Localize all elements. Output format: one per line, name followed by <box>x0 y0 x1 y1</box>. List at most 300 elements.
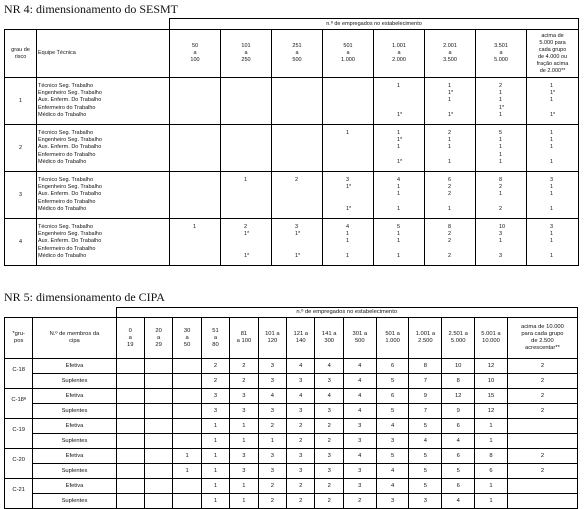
sesmt-count <box>222 206 270 213</box>
sesmt-count <box>375 199 423 206</box>
sesmt-role-label: Aux. Enferm. Do Trabalho <box>38 97 102 104</box>
cipa-row <box>5 374 578 389</box>
sesmt-count: 5 <box>397 223 401 230</box>
cipa-count: 1 <box>201 434 229 449</box>
cipa-group-label <box>5 434 33 449</box>
sesmt-count <box>171 231 219 238</box>
sesmt-count: 1 <box>397 129 401 136</box>
cipa-count: 4 <box>258 389 286 404</box>
cipa-count: 5 <box>409 449 442 464</box>
sesmt-range-header: 501 a 1.000 <box>323 30 374 78</box>
sesmt-count <box>171 206 219 213</box>
cipa-count <box>144 389 172 404</box>
sesmt-count: 3 <box>550 176 554 183</box>
sesmt-count <box>273 184 321 191</box>
cipa-count: 2 <box>343 494 376 509</box>
cipa-count: 2 <box>507 464 577 479</box>
sesmt-count <box>477 199 525 206</box>
cipa-count: 9 <box>442 404 475 419</box>
cipa-count: 12 <box>475 359 508 374</box>
cipa-count: 3 <box>258 359 286 374</box>
sesmt-count: 1* <box>397 159 403 166</box>
sesmt-count <box>426 105 474 112</box>
sesmt-count <box>324 137 372 144</box>
sesmt-count-cell <box>527 78 579 125</box>
sesmt-count: 1 <box>448 206 452 213</box>
sesmt-count: 1 <box>550 159 554 166</box>
cipa-count: 4 <box>315 359 343 374</box>
sesmt-count <box>273 191 321 198</box>
cipa-count: 7 <box>409 374 442 389</box>
cipa-row <box>5 389 578 404</box>
cipa-count <box>173 494 201 509</box>
cipa-count: 1 <box>201 494 229 509</box>
sesmt-count: 1* <box>244 230 250 237</box>
cipa-count <box>144 479 172 494</box>
sesmt-header-group: n.º de empregados no estabelecimento <box>170 19 579 30</box>
sesmt-count-cell <box>323 78 374 125</box>
cipa-range-header: 81 a 100 <box>230 318 258 359</box>
sesmt-role-label: Médico do Trabalho <box>38 253 87 260</box>
cipa-count: 1 <box>201 464 229 479</box>
cipa-count: 8 <box>409 359 442 374</box>
sesmt-count <box>324 97 372 104</box>
sesmt-count: 10 <box>499 223 506 230</box>
sesmt-count <box>222 137 270 144</box>
cipa-count: 1 <box>475 479 508 494</box>
cipa-member-type: Suplentes <box>33 464 116 479</box>
sesmt-count <box>324 144 372 151</box>
sesmt-count <box>222 238 270 245</box>
sesmt-title: NR 4: dimensionamento do SESMT <box>4 2 178 16</box>
sesmt-count: 2 <box>244 223 248 230</box>
sesmt-role-label: Enfermeiro do Trabalho <box>38 198 96 205</box>
cipa-count: 2 <box>258 494 286 509</box>
cipa-count <box>144 404 172 419</box>
sesmt-count-cell <box>374 125 425 172</box>
sesmt-count: 1 <box>397 82 401 89</box>
cipa-title: NR 5: dimensionamento de CIPA <box>4 290 165 304</box>
cipa-count: 5 <box>409 464 442 479</box>
sesmt-count-cell <box>374 172 425 219</box>
cipa-member-type: Suplentes <box>33 404 116 419</box>
cipa-count <box>144 494 172 509</box>
sesmt-role-label: Médico do Trabalho <box>38 159 87 166</box>
sesmt-count <box>375 246 423 253</box>
cipa-count: 3 <box>343 479 376 494</box>
cipa-count: 4 <box>442 494 475 509</box>
cipa-range-header: 101 a 120 <box>258 318 286 359</box>
sesmt-count: 1 <box>397 206 401 213</box>
sesmt-count: 1 <box>448 144 452 151</box>
cipa-count <box>507 419 577 434</box>
sesmt-count <box>171 152 219 159</box>
cipa-count: 2 <box>315 419 343 434</box>
sesmt-count <box>273 199 321 206</box>
cipa-count: 3 <box>287 374 315 389</box>
cipa-count: 4 <box>287 359 315 374</box>
cipa-count <box>116 404 144 419</box>
sesmt-count <box>222 105 270 112</box>
cipa-count <box>116 434 144 449</box>
cipa-count: 5 <box>376 374 409 389</box>
sesmt-count: 1 <box>550 144 554 151</box>
sesmt-count <box>171 144 219 151</box>
sesmt-count-cell <box>170 172 221 219</box>
sesmt-risk-row <box>5 172 579 219</box>
cipa-count <box>116 374 144 389</box>
cipa-count: 3 <box>315 374 343 389</box>
sesmt-risk-value: 4 <box>5 219 37 266</box>
sesmt-role-label: Engenheiro Seg. Trabalho <box>38 89 102 96</box>
sesmt-count-cell <box>374 78 425 125</box>
cipa-group-label <box>5 374 33 389</box>
sesmt-count: 3 <box>295 223 299 230</box>
sesmt-count <box>324 105 372 112</box>
cipa-count: 15 <box>475 389 508 404</box>
cipa-count <box>116 419 144 434</box>
cipa-range-header: 301 a 500 <box>343 318 376 359</box>
cipa-count <box>116 389 144 404</box>
sesmt-count <box>273 112 321 119</box>
sesmt-count: 1 <box>346 253 350 260</box>
cipa-count: 10 <box>442 359 475 374</box>
sesmt-count: 1* <box>346 206 352 213</box>
cipa-row <box>5 434 578 449</box>
cipa-count: 6 <box>442 419 475 434</box>
sesmt-count: 1* <box>499 104 505 111</box>
sesmt-role-label: Aux. Enferm. Do Trabalho <box>38 144 102 151</box>
sesmt-count <box>273 130 321 137</box>
cipa-count: 6 <box>475 464 508 479</box>
cipa-count: 3 <box>287 464 315 479</box>
sesmt-count: 1 <box>397 144 401 151</box>
cipa-count: 3 <box>343 464 376 479</box>
cipa-count: 5 <box>376 404 409 419</box>
cipa-count <box>116 494 144 509</box>
sesmt-count-cell <box>221 172 272 219</box>
sesmt-count: 1* <box>295 253 301 260</box>
cipa-count: 12 <box>442 389 475 404</box>
sesmt-count <box>222 97 270 104</box>
cipa-count <box>173 359 201 374</box>
sesmt-count: 1 <box>346 230 350 237</box>
sesmt-count: 2 <box>448 191 452 198</box>
cipa-count: 3 <box>376 434 409 449</box>
sesmt-count <box>171 90 219 97</box>
cipa-count: 1 <box>475 419 508 434</box>
sesmt-count <box>222 246 270 253</box>
sesmt-count <box>273 105 321 112</box>
cipa-count: 2 <box>258 419 286 434</box>
sesmt-count: 1 <box>550 191 554 198</box>
cipa-count: 3 <box>230 389 258 404</box>
cipa-group-label: C-19 <box>5 419 33 434</box>
sesmt-count <box>273 83 321 90</box>
sesmt-count: 1 <box>448 159 452 166</box>
cipa-count: 3 <box>258 464 286 479</box>
cipa-member-type: Suplentes <box>33 434 116 449</box>
cipa-count <box>173 389 201 404</box>
sesmt-count: 1 <box>550 183 554 190</box>
cipa-range-header: 20 a 29 <box>144 318 172 359</box>
sesmt-count: 2 <box>499 82 503 89</box>
sesmt-count <box>171 130 219 137</box>
cipa-count <box>144 359 172 374</box>
sesmt-risk-row <box>5 219 579 266</box>
sesmt-count: 1 <box>499 238 503 245</box>
cipa-count: 4 <box>343 449 376 464</box>
sesmt-role-label: Aux. Enferm. Do Trabalho <box>38 191 102 198</box>
sesmt-count: 1 <box>244 176 248 183</box>
sesmt-role-label: Enfermeiro do Trabalho <box>38 104 96 111</box>
sesmt-count: 1 <box>193 223 197 230</box>
cipa-member-type: Efetiva <box>33 419 116 434</box>
sesmt-count <box>222 159 270 166</box>
sesmt-count <box>171 177 219 184</box>
sesmt-count: 2 <box>448 129 452 136</box>
sesmt-count: 3 <box>346 176 350 183</box>
sesmt-count-cell <box>272 172 323 219</box>
sesmt-count-cell <box>425 172 476 219</box>
sesmt-count: 1 <box>499 144 503 151</box>
sesmt-count-cell <box>323 219 374 266</box>
sesmt-count <box>171 184 219 191</box>
cipa-count: 2 <box>258 479 286 494</box>
cipa-range-header: 5.001 a 10.000 <box>475 318 508 359</box>
sesmt-count <box>273 152 321 159</box>
sesmt-count <box>273 206 321 213</box>
sesmt-count: 1 <box>550 230 554 237</box>
sesmt-count: 3 <box>499 230 503 237</box>
cipa-count: 2 <box>287 494 315 509</box>
sesmt-table <box>4 18 579 266</box>
sesmt-count: 1 <box>550 206 554 213</box>
sesmt-count-cell <box>527 172 579 219</box>
sesmt-count-cell <box>272 219 323 266</box>
sesmt-count <box>273 159 321 166</box>
sesmt-count: 1 <box>346 129 350 136</box>
cipa-count: 3 <box>287 404 315 419</box>
cipa-count: 1 <box>173 449 201 464</box>
cipa-count: 5 <box>409 419 442 434</box>
sesmt-count: 3 <box>499 253 503 260</box>
sesmt-count <box>375 97 423 104</box>
cipa-count: 2 <box>507 359 577 374</box>
sesmt-count <box>222 83 270 90</box>
cipa-count <box>173 479 201 494</box>
cipa-count: 3 <box>376 494 409 509</box>
sesmt-risk-value: 2 <box>5 125 37 172</box>
cipa-count: 1 <box>230 494 258 509</box>
cipa-count <box>507 479 577 494</box>
sesmt-role-label: Técnico Seg. Trabalho <box>38 223 94 230</box>
sesmt-count <box>273 90 321 97</box>
cipa-count <box>144 374 172 389</box>
sesmt-range-header: 2.001 a 3.500 <box>425 30 476 78</box>
sesmt-count: 3 <box>550 223 554 230</box>
cipa-group-label <box>5 404 33 419</box>
cipa-count <box>144 419 172 434</box>
sesmt-count <box>273 97 321 104</box>
sesmt-count: 1 <box>499 159 503 166</box>
sesmt-role-label: Enfermeiro do Trabalho <box>38 151 96 158</box>
sesmt-count-cell <box>476 219 527 266</box>
sesmt-roles <box>37 125 170 172</box>
cipa-count: 3 <box>343 419 376 434</box>
sesmt-count <box>477 246 525 253</box>
cipa-count: 2 <box>507 449 577 464</box>
cipa-count: 4 <box>343 359 376 374</box>
cipa-count: 2 <box>230 359 258 374</box>
sesmt-count: 2 <box>448 230 452 237</box>
cipa-range-header: 2.501 a 5.000 <box>442 318 475 359</box>
sesmt-count: 1* <box>550 89 556 96</box>
sesmt-count: 1* <box>397 136 403 143</box>
sesmt-range-header: 50 a 100 <box>170 30 221 78</box>
cipa-count: 3 <box>230 404 258 419</box>
cipa-count: 5 <box>376 449 409 464</box>
sesmt-count <box>222 112 270 119</box>
cipa-count <box>144 449 172 464</box>
cipa-count: 4 <box>442 434 475 449</box>
cipa-count: 2 <box>201 374 229 389</box>
cipa-count: 2 <box>315 434 343 449</box>
sesmt-role-label: Engenheiro Seg. Trabalho <box>38 136 102 143</box>
sesmt-count: 1 <box>499 89 503 96</box>
cipa-row <box>5 479 578 494</box>
cipa-count: 3 <box>315 404 343 419</box>
sesmt-count <box>528 152 577 159</box>
sesmt-count: 8 <box>499 176 503 183</box>
sesmt-count: 1* <box>397 112 403 119</box>
sesmt-count <box>222 199 270 206</box>
sesmt-count <box>222 90 270 97</box>
cipa-count: 4 <box>376 419 409 434</box>
cipa-count: 1 <box>230 479 258 494</box>
cipa-member-type: Efetiva <box>33 359 116 374</box>
cipa-count: 10 <box>475 374 508 389</box>
sesmt-count: 1 <box>397 238 401 245</box>
cipa-count: 2 <box>287 419 315 434</box>
sesmt-count <box>171 83 219 90</box>
sesmt-count: 1* <box>295 230 301 237</box>
sesmt-count-cell <box>323 172 374 219</box>
cipa-count: 2 <box>201 359 229 374</box>
sesmt-count <box>528 199 577 206</box>
sesmt-count <box>222 152 270 159</box>
sesmt-count <box>324 83 372 90</box>
sesmt-count: 2 <box>499 206 503 213</box>
sesmt-count: 1 <box>550 136 554 143</box>
sesmt-count <box>375 90 423 97</box>
sesmt-count <box>375 105 423 112</box>
sesmt-count <box>171 199 219 206</box>
cipa-row <box>5 404 578 419</box>
cipa-count: 4 <box>409 434 442 449</box>
cipa-count: 1 <box>230 434 258 449</box>
sesmt-roles <box>37 78 170 125</box>
sesmt-risk-row <box>5 125 579 172</box>
sesmt-count: 1 <box>397 183 401 190</box>
sesmt-count-cell <box>272 78 323 125</box>
cipa-count: 2 <box>507 404 577 419</box>
sesmt-count: 1 <box>397 191 401 198</box>
cipa-group-label: C-20 <box>5 449 33 464</box>
cipa-count: 2 <box>230 374 258 389</box>
sesmt-range-header: 101 a 250 <box>221 30 272 78</box>
cipa-range-header: 501 a 1.000 <box>376 318 409 359</box>
sesmt-count <box>324 112 372 119</box>
cipa-count: 3 <box>230 464 258 479</box>
cipa-count: 2 <box>287 479 315 494</box>
sesmt-count <box>273 238 321 245</box>
sesmt-role-label: Engenheiro Seg. Trabalho <box>38 183 102 190</box>
cipa-group-label: C-18 <box>5 359 33 374</box>
cipa-row <box>5 494 578 509</box>
sesmt-risk-row <box>5 78 579 125</box>
cipa-count: 8 <box>475 449 508 464</box>
sesmt-count-cell <box>425 125 476 172</box>
sesmt-count <box>171 137 219 144</box>
sesmt-count <box>171 112 219 119</box>
cipa-count <box>507 434 577 449</box>
cipa-count: 2 <box>287 434 315 449</box>
cipa-count: 3 <box>258 374 286 389</box>
sesmt-count: 8 <box>448 223 452 230</box>
cipa-range-header: 121 a 140 <box>287 318 315 359</box>
cipa-count: 4 <box>376 464 409 479</box>
sesmt-count: 2 <box>295 176 299 183</box>
cipa-count: 3 <box>201 389 229 404</box>
sesmt-count <box>171 246 219 253</box>
cipa-count: 4 <box>343 404 376 419</box>
cipa-count: 2 <box>507 389 577 404</box>
cipa-count <box>116 464 144 479</box>
sesmt-count-cell <box>323 125 374 172</box>
cipa-header-group: n.º de empregados no estabelecimento <box>116 308 577 318</box>
cipa-count: 1 <box>201 419 229 434</box>
cipa-range-header: acima de 10.000 para cada grupo de 2.500 acrescentar** <box>507 318 577 359</box>
sesmt-count: 1 <box>550 253 554 260</box>
sesmt-count-cell <box>170 78 221 125</box>
sesmt-range-header: acima de 5.000 para cada grupo de 4.000 ou fração acima de 2.000** <box>527 30 579 78</box>
cipa-count: 6 <box>442 479 475 494</box>
cipa-count: 4 <box>343 374 376 389</box>
sesmt-col-team: Equipe Técnica <box>37 30 170 78</box>
cipa-count: 6 <box>442 449 475 464</box>
sesmt-empty-corner <box>5 19 170 30</box>
sesmt-count-cell <box>170 125 221 172</box>
sesmt-count <box>324 246 372 253</box>
sesmt-role-label: Técnico Seg. Trabalho <box>38 176 94 183</box>
sesmt-count-cell <box>272 125 323 172</box>
cipa-group-label <box>5 494 33 509</box>
cipa-count: 5 <box>442 464 475 479</box>
sesmt-count: 1 <box>397 230 401 237</box>
sesmt-role-label: Enfermeiro do Trabalho <box>38 245 96 252</box>
cipa-count: 3 <box>258 449 286 464</box>
sesmt-count-cell <box>476 78 527 125</box>
cipa-count: 1 <box>173 464 201 479</box>
cipa-count: 3 <box>409 494 442 509</box>
sesmt-role-label: Médico do Trabalho <box>38 112 87 119</box>
cipa-count <box>173 374 201 389</box>
sesmt-count: 2 <box>499 183 503 190</box>
sesmt-count-cell <box>221 78 272 125</box>
sesmt-role-label: Médico do Trabalho <box>38 206 87 213</box>
sesmt-count <box>222 191 270 198</box>
